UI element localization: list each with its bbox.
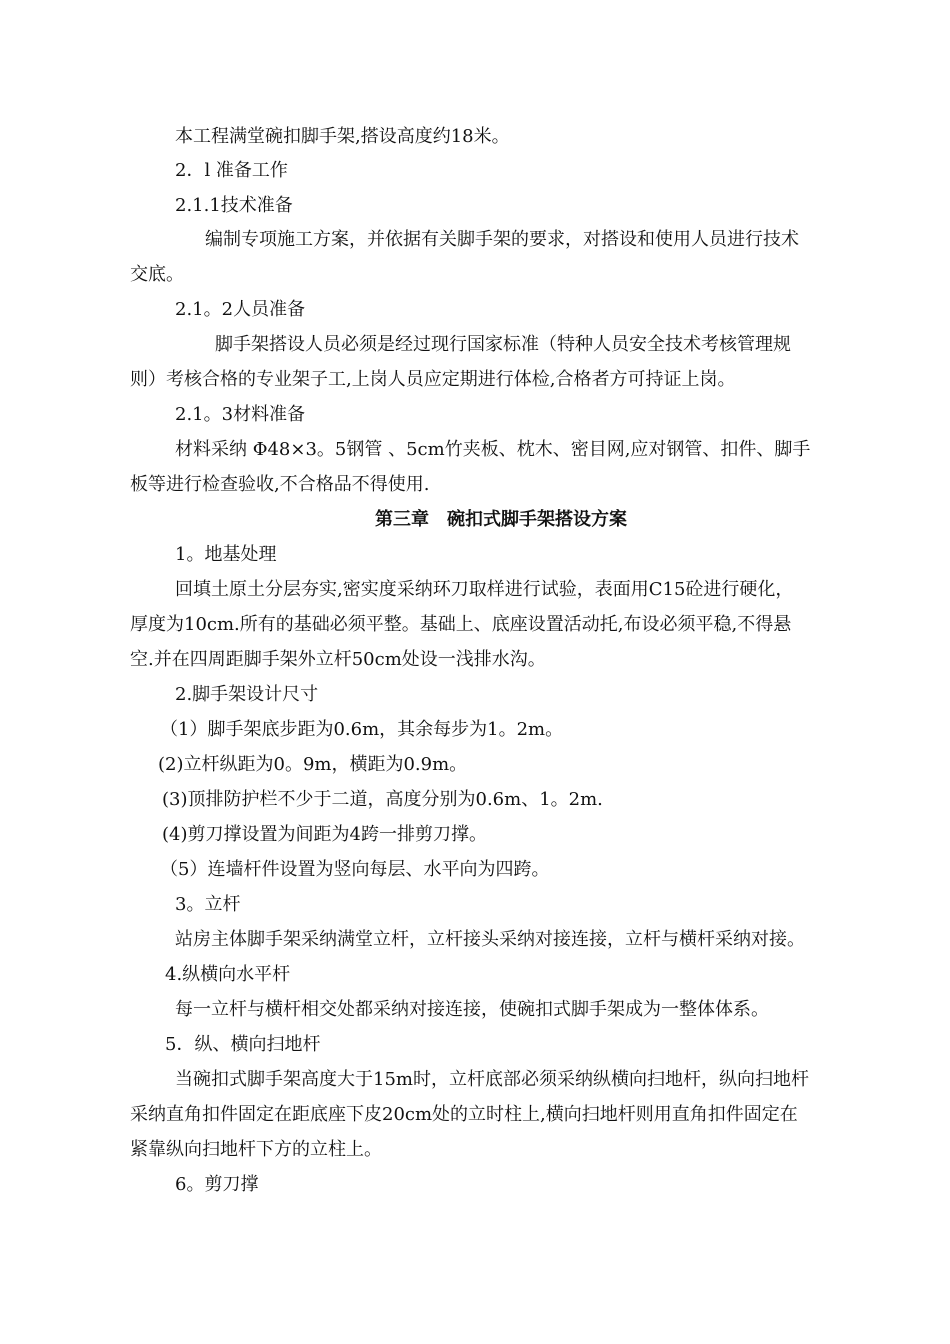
list-item-wall-tie: （5）连墙杆件设置为竖向每层、水平向为四跨。 [160, 859, 550, 880]
chapter-title: 第三章 碗扣式脚手架搭设方案 [375, 509, 627, 530]
list-item-step-distance: （1）脚手架底步距为0.6m，其余每步为1。2m。 [160, 719, 564, 740]
paragraph-sweep-bar-line-1: 当碗扣式脚手架高度大于15m时，立杆底部必须采纳纵横向扫地杆，纵向扫地杆 [175, 1069, 809, 1090]
paragraph-personnel-line-2: 则）考核合格的专业架子工,上岗人员应定期进行体检,合格者方可持证上岗。 [130, 369, 736, 390]
paragraph-materials-line-1: 材料采纳 Φ48×3。5钢管 、5cm竹夹板、枕木、密目网,应对钢管、扣件、脚手 [175, 439, 811, 460]
list-item-cross-brace: (4)剪刀撑设置为间距为4跨一排剪刀撑。 [162, 824, 487, 845]
paragraph-materials-line-2: 板等进行检查验收,不合格品不得使用. [130, 474, 430, 495]
paragraph-foundation-line-3: 空.并在四周距脚手架外立杆50cm处设一浅排水沟。 [130, 649, 546, 670]
list-item-guardrail: (3)顶排防护栏不少于二道，高度分别为0.6m、1。2m. [162, 789, 603, 810]
paragraph-personnel-line-1: 脚手架搭设人员必须是经过现行国家标准（特种人员安全技术考核管理规 [215, 334, 791, 355]
item-heading-foundation: 1。地基处理 [175, 544, 277, 565]
subsection-heading-technical: 2.1.1技术准备 [175, 195, 293, 216]
paragraph-sweep-bar-line-2: 采纳直角扣件固定在距底座下皮20cm处的立时柱上,横向扫地杆则用直角扣件固定在 [130, 1104, 798, 1125]
item-heading-horizontal-bar: 4.纵横向水平杆 [165, 964, 291, 985]
list-item-pole-distance: (2)立杆纵距为0。9m，横距为0.9m。 [158, 754, 468, 775]
item-heading-scissor-brace: 6。剪刀撑 [175, 1174, 259, 1195]
paragraph-technical-line-2: 交底。 [130, 264, 184, 285]
paragraph-foundation-line-1: 回填土原土分层夯实,密实度采纳环刀取样进行试验，表面用C15砼进行硬化， [175, 579, 794, 600]
paragraph-upright: 站房主体脚手架采纳满堂立杆，立杆接头采纳对接连接，立杆与横杆采纳对接。 [175, 929, 805, 950]
subsection-heading-materials: 2.1。3材料准备 [175, 404, 306, 425]
paragraph-project-height: 本工程满堂碗扣脚手架,搭设高度约18米。 [175, 126, 510, 147]
paragraph-sweep-bar-line-3: 紧靠纵向扫地杆下方的立柱上。 [130, 1139, 382, 1160]
paragraph-technical-line-1: 编制专项施工方案，并依据有关脚手架的要求，对搭设和使用人员进行技术 [205, 229, 799, 250]
paragraph-horizontal-bar: 每一立杆与横杆相交处都采纳对接连接，使碗扣式脚手架成为一整体体系。 [175, 999, 769, 1020]
item-heading-sweep-bar: 5．纵、横向扫地杆 [165, 1034, 321, 1055]
subsection-heading-personnel: 2.1。2人员准备 [175, 299, 306, 320]
item-heading-design-size: 2.脚手架设计尺寸 [175, 684, 319, 705]
section-heading-preparation: 2．l 准备工作 [175, 160, 288, 181]
paragraph-foundation-line-2: 厚度为10cm.所有的基础必须平整。基础上、底座设置活动托,布设必须平稳,不得悬 [130, 614, 792, 635]
item-heading-upright: 3。立杆 [175, 894, 241, 915]
